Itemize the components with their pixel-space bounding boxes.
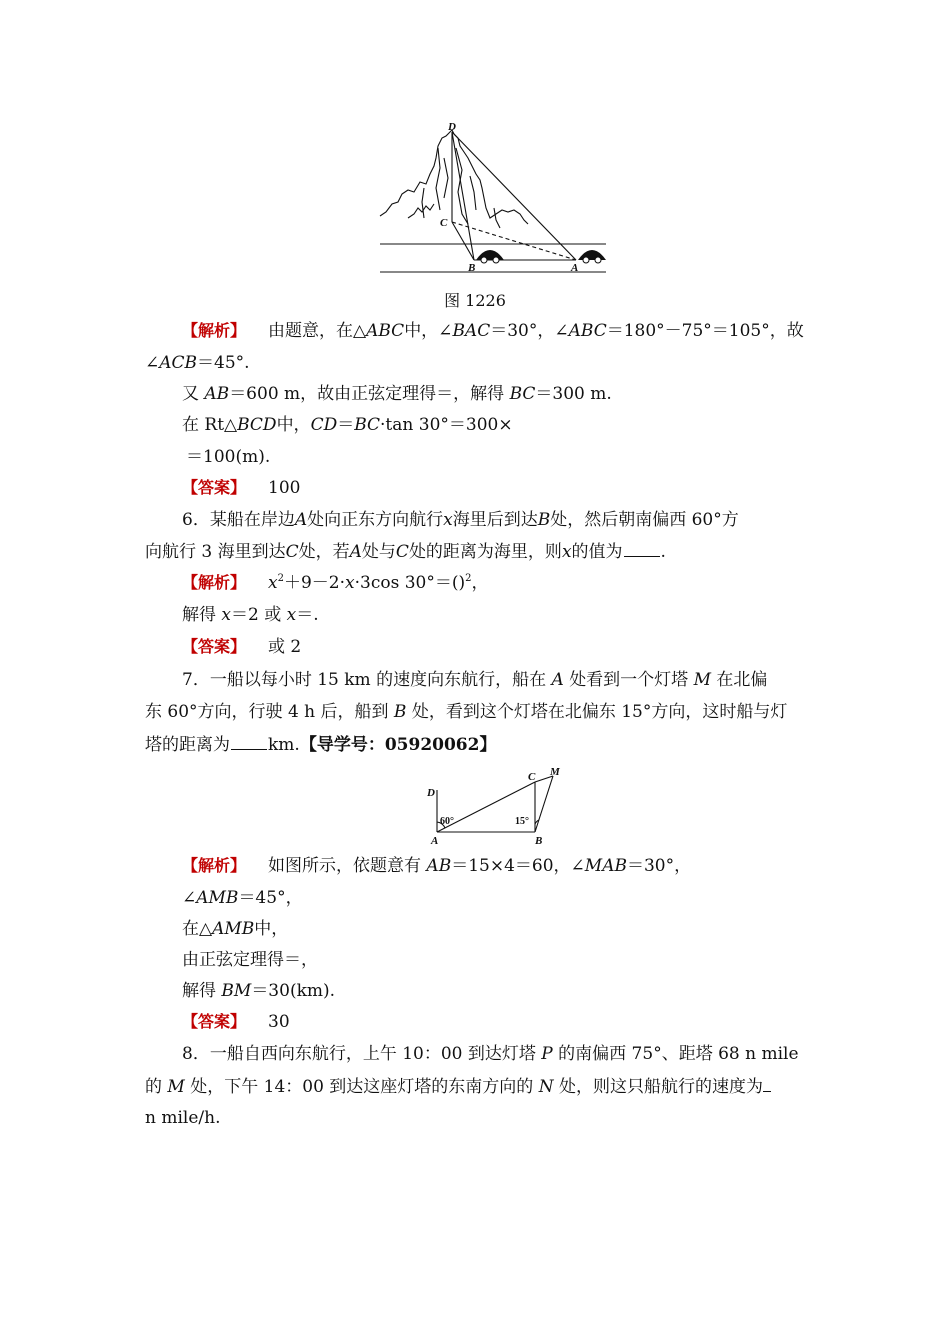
answer-tag: 【答案】	[182, 1012, 247, 1031]
q8-prompt-line3: n mile/h.	[145, 1108, 221, 1128]
label-b: B	[468, 262, 476, 274]
angle-15: 15°	[515, 816, 529, 827]
vehicle-icon-b	[476, 250, 504, 263]
q5-analysis-line3: 又 AB＝600 m，故由正弦定理得＝，解得 BC＝300 m.	[182, 384, 612, 404]
q7-analysis-line1: 【解析】 如图所示，依题意有 AB＝15×4＝60，∠MAB＝30°，	[182, 856, 692, 876]
figure-caption: 图 1226	[444, 291, 506, 310]
angle-60: 60°	[440, 816, 454, 827]
q5-analysis-line5: ＝100(m).	[186, 447, 271, 467]
q7-analysis-line5: 解得 BM＝30(km).	[182, 981, 336, 1001]
label-m: M	[550, 766, 560, 778]
q8-prompt-line2: 的 M 处，下午 14：00 到达这座灯塔的东南方向的 N 处，则这只船航行的速度为	[145, 1075, 771, 1098]
q8-prompt-line1: 8．一船自西向东航行，上午 10：00 到达灯塔 P 的南偏西 75°、距塔 68 n mile	[182, 1044, 799, 1064]
q6-analysis-line1: 【解析】 $x^2+9-2\cdot x\cdot 3\cos$ 30°＝()$^2$，	[182, 573, 489, 593]
q5-analysis-line4: 在 Rt△BCD中，CD＝BC·tan 30°＝300×	[182, 415, 513, 435]
q7-analysis-line4: 由正弦定理得＝，	[182, 950, 318, 970]
q6-prompt-line2: 向航行 3 海里到达C处，若A处与C处的距离为海里，则x的值为 .	[145, 542, 666, 562]
label-a: A	[431, 835, 439, 847]
label-c: C	[528, 771, 536, 783]
label-d: D	[448, 121, 456, 133]
label-a: A	[571, 262, 579, 274]
q7-answer: 【答案】 30	[182, 1012, 290, 1032]
analysis-tag: 【解析】	[182, 856, 247, 875]
answer-blank	[231, 733, 267, 750]
mountain-diagram	[378, 118, 608, 280]
q6-answer: 【答案】 或 2	[182, 637, 302, 657]
q7-analysis-line3: 在△AMB中，	[182, 919, 289, 939]
q5-analysis-line1: 【解析】 由题意，在△ABC中，∠BAC＝30°，∠ABC＝180°－75°＝105°，故	[182, 321, 804, 341]
answer-tag: 【答案】	[182, 637, 247, 656]
analysis-tag: 【解析】	[182, 321, 247, 340]
label-c: C	[440, 217, 448, 229]
answer-blank	[763, 1075, 771, 1092]
vehicle-icon-a	[578, 250, 606, 263]
analysis-tag: 【解析】	[182, 573, 247, 592]
q6-prompt-line1: 6．某船在岸边A处向正东方向航行x海里后到达B处，然后朝南偏西 60°方	[182, 510, 739, 530]
q5-analysis-line2: ∠ACB＝45°.	[145, 353, 250, 373]
q5-answer: 【答案】 100	[182, 478, 301, 498]
q6-analysis-line2: 解得 x＝2 或 x＝.	[182, 605, 319, 625]
q7-prompt-line2: 东 60°方向，行驶 4 h 后，船到 B 处，看到这个灯塔在北偏东 15°方向，这时船与灯	[145, 702, 788, 722]
answer-tag: 【答案】	[182, 478, 247, 497]
q7-prompt-line1: 7．一船以每小时 15 km 的速度向东航行，船在 A 处看到一个灯塔 M 在北偏	[182, 670, 768, 690]
q7-analysis-line2: ∠AMB＝45°，	[182, 888, 303, 908]
label-b: B	[535, 835, 543, 847]
label-d: D	[427, 787, 435, 799]
answer-blank	[624, 540, 660, 557]
lighthouse-diagram	[423, 764, 568, 848]
q7-prompt-line3: 塔的距离为 km.【导学号：05920062】	[145, 735, 497, 755]
